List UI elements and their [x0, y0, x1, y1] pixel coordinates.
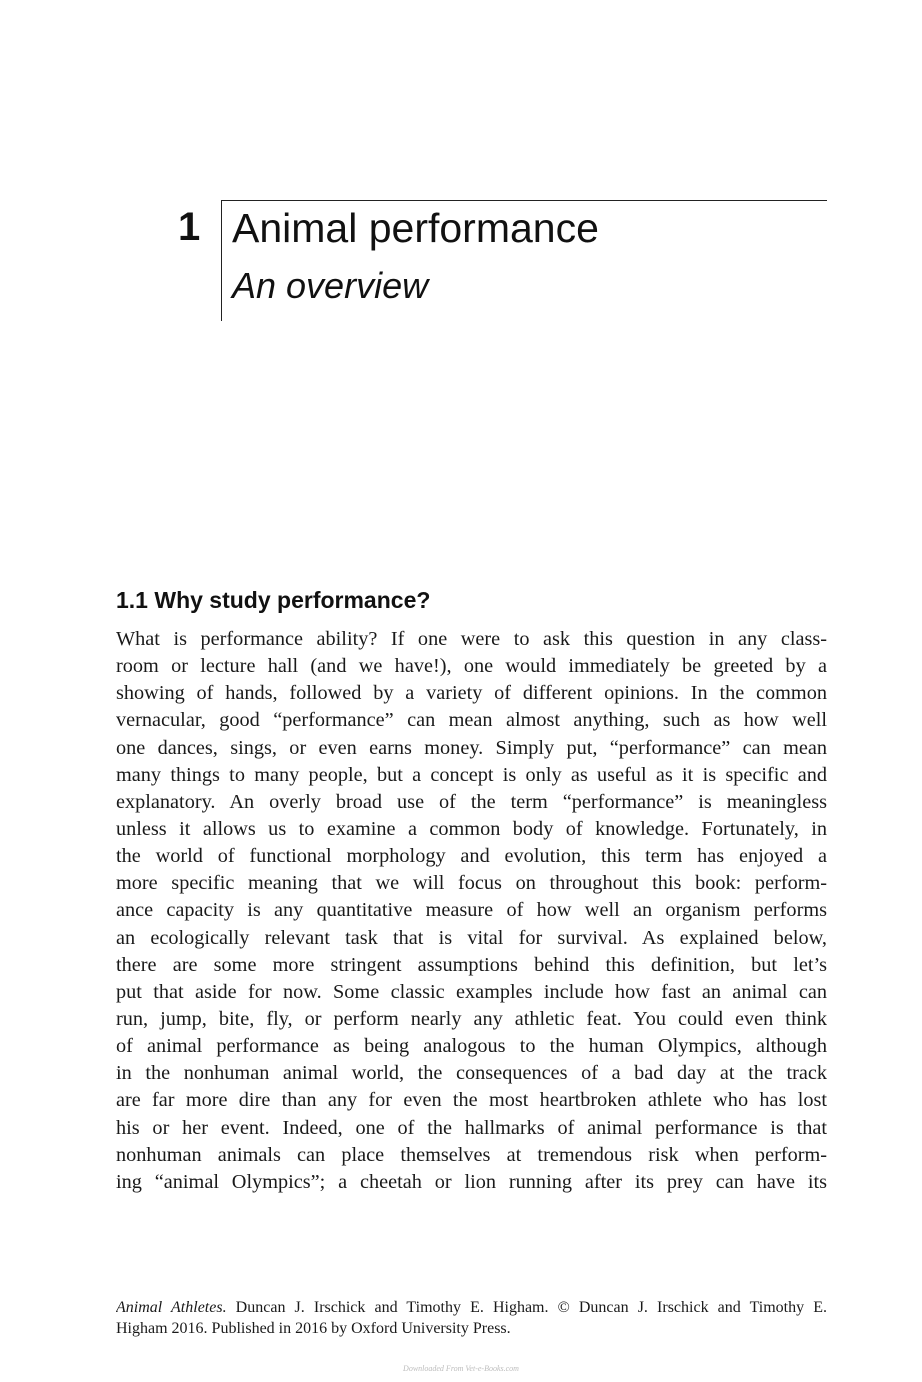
chapter-subtitle: An overview [232, 265, 429, 306]
body-line: more specific meaning that we will focus on throughout this book: perform- [116, 872, 827, 895]
chapter-title: Animal performance [232, 205, 599, 251]
body-line: ing “animal Olympics”; a cheetah or lion running after its prey can have its [116, 1170, 827, 1193]
body-line: there are some more stringent assumptions behind this definition, but let’s [116, 953, 827, 976]
body-line: his or her event. Indeed, one of the hallmarks of animal performance is that [116, 1116, 827, 1139]
footer-line: Higham 2016. Published in 2016 by Oxford University Press. [116, 1320, 511, 1337]
body-line: vernacular, good “performance” can mean almost anything, such as how well [116, 709, 827, 732]
footer-line [116, 1297, 827, 1318]
body-line: room or lecture hall (and we have!), one would immediately be greeted by a [116, 655, 827, 678]
body-line: an ecologically relevant task that is vital for survival. As explained below, [116, 926, 827, 949]
body-line: run, jump, bite, fly, or perform nearly any athletic feat. You could even think [116, 1007, 827, 1030]
body-line: showing of hands, followed by a variety of different opinions. In the common [116, 682, 827, 705]
book-title: Animal Athletes. [116, 1299, 227, 1316]
footer-authors: Duncan J. Irschick and Timothy E. Higham. © Duncan J. Irschick and Timothy E. [226, 1299, 827, 1316]
body-line: nonhuman animals can place themselves at tremendous risk when perform- [116, 1143, 827, 1166]
body-line: in the nonhuman animal world, the consequences of a bad day at the track [116, 1062, 827, 1085]
body-paragraph [116, 626, 827, 1196]
body-line: the world of functional morphology and evolution, this term has enjoyed a [116, 845, 827, 868]
chapter-rule-vertical [221, 200, 222, 321]
body-line: ance capacity is any quantitative measure of how well an organism performs [116, 899, 827, 922]
section-heading: 1.1 Why study performance? [116, 587, 431, 613]
body-line: unless it allows us to examine a common body of knowledge. Fortunately, in [116, 817, 827, 840]
copyright-footer [116, 1297, 827, 1339]
body-line: one dances, sings, or even earns money. Simply put, “performance” can mean [116, 736, 827, 759]
watermark: Downloaded From Vet-e-Books.com [403, 1364, 519, 1373]
body-line: of animal performance as being analogous to the human Olympics, although [116, 1035, 827, 1058]
body-line: many things to many people, but a concept is only as useful as it is specific and [116, 763, 827, 786]
chapter-rule-horizontal [221, 200, 827, 201]
body-line: are far more dire than any for even the most heartbroken athlete who has lost [116, 1089, 827, 1112]
body-line: What is performance ability? If one were to ask this question in any class- [116, 628, 827, 650]
body-line: explanatory. An overly broad use of the term “performance” is meaningless [116, 790, 827, 813]
body-line: put that aside for now. Some classic examples include how fast an animal can [116, 980, 827, 1003]
chapter-number: 1 [178, 205, 201, 249]
